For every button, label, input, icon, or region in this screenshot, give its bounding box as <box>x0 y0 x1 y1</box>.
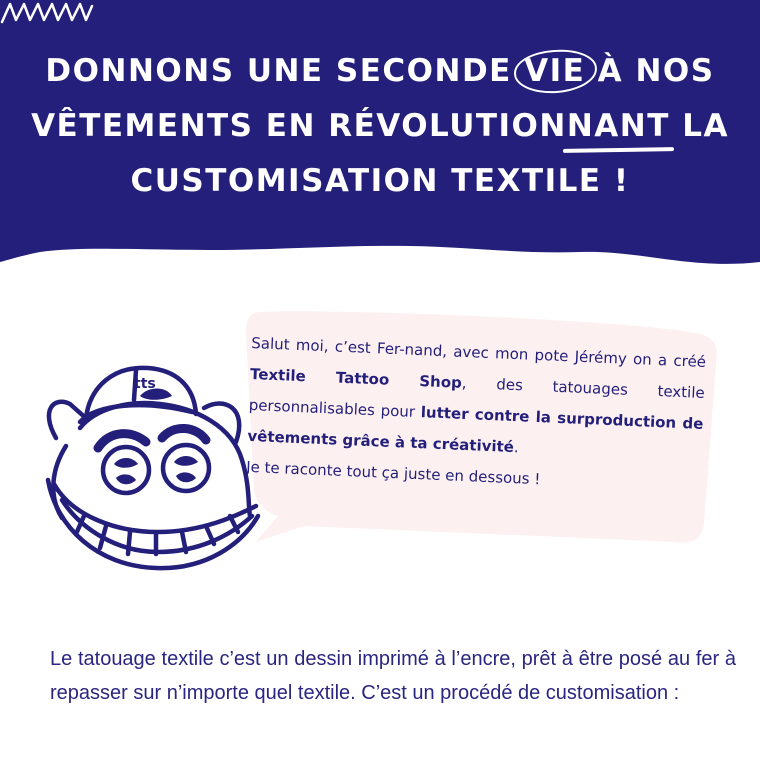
cap-logo-text: tts <box>134 376 156 392</box>
headline-underlined-word: NANT <box>567 99 670 154</box>
headline-line-1 <box>0 44 760 99</box>
bubble-middle-text: , des tatouages textile personnalisables pour <box>248 373 706 422</box>
brand-name: Textile Tattoo Shop <box>249 364 463 392</box>
bubble-message <box>246 328 707 502</box>
headline-circled-word: VIE <box>524 44 585 99</box>
headline-text: VÊTEMENTS EN RÉVOLUTION <box>31 108 567 144</box>
headline-text: LA <box>682 108 729 144</box>
intro-paragraph: Le tatouage textile c’est un dessin imprimé à l’encre, prêt à être posé au fer à repasser sur n’importe quel textile. C’est un procédé de customisation : <box>50 648 736 704</box>
bubble-paragraph-1 <box>247 328 707 471</box>
speech-bubble <box>242 304 724 540</box>
bubble-period: . <box>513 438 520 457</box>
hero-banner <box>0 0 760 275</box>
bubble-closing: Je te raconte tout ça juste en dessous ! <box>245 457 541 489</box>
mission-statement: lutter contre la surproduction de vêtements grâce à ta créativité <box>247 403 704 457</box>
hero-headline <box>0 44 760 209</box>
headline-line-3: CUSTOMISATION TEXTILE ! <box>130 163 630 199</box>
bubble-greeting: Salut moi, c’est Fer-nand, avec mon pote Jérémy on a créé <box>250 333 707 372</box>
headline-text: DONNONS UNE SECONDE <box>45 53 512 89</box>
zigzag-scribble-icon <box>0 0 95 26</box>
headline-line-2 <box>0 99 760 154</box>
headline-text: À NOS <box>597 53 715 89</box>
